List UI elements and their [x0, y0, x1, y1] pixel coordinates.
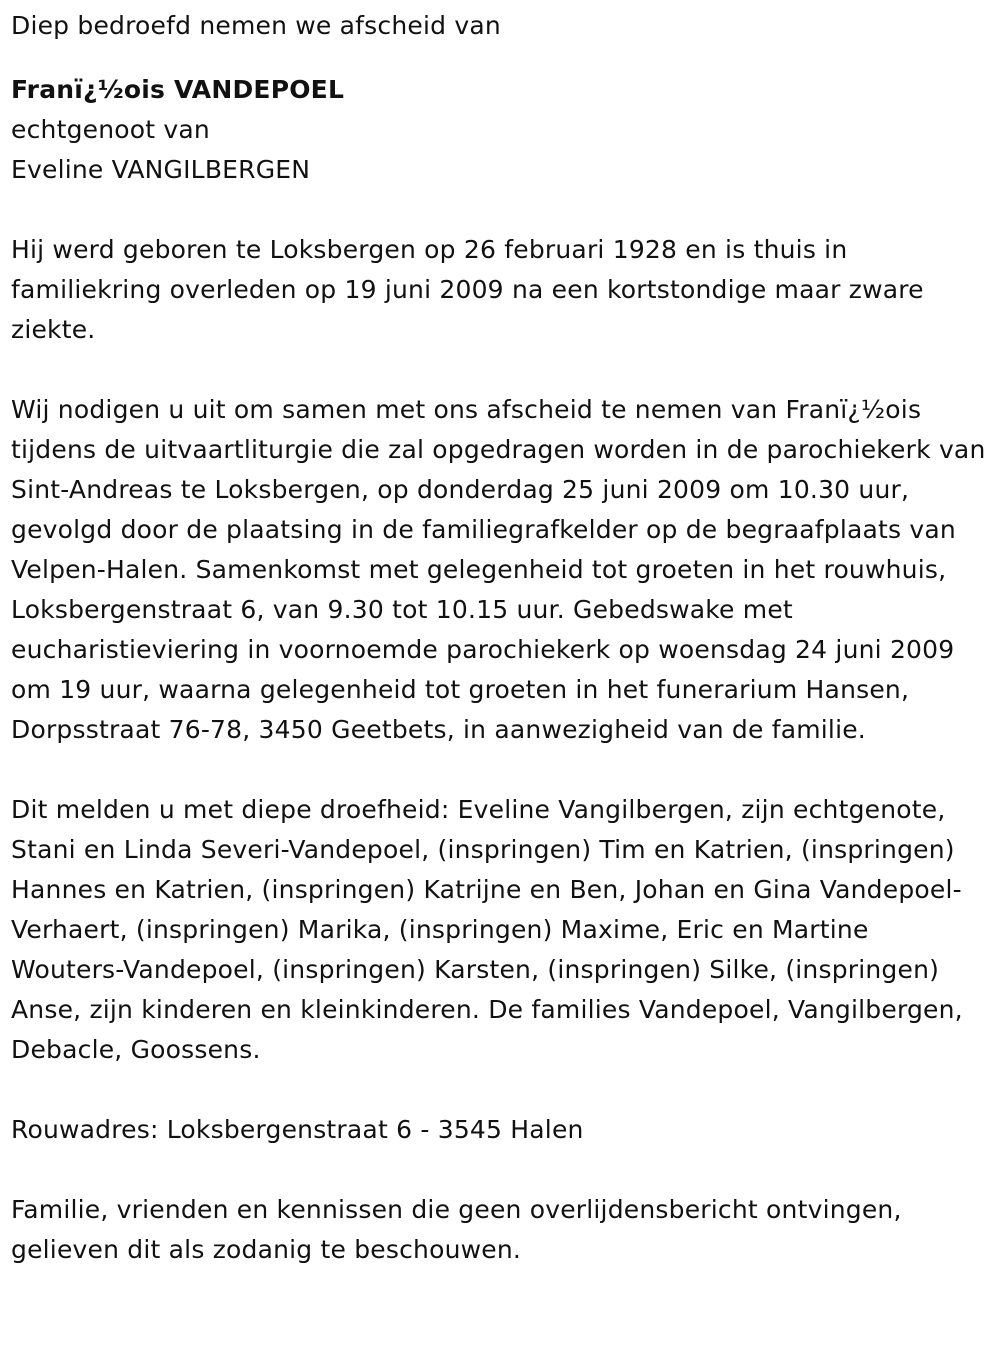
closing-paragraph: Familie, vrienden en kennissen die geen overlijdensbericht ontvingen, gelieven dit als zodanig te beschouwen.: [11, 1195, 910, 1264]
paragraph-spacer: [11, 190, 986, 230]
family-paragraph: Dit melden u met diepe droefheid: Eveline Vangilbergen, zijn echtgenote, Stani en Linda Severi-Vandepoel, (inspringen) Tim en Katrien, (inspringen) Hannes en Katrien, (inspringen) Katrijne en Ben, Johan en Gina Vandepoel-Verhaert, (inspringen) Marika, (inspringen) Maxime, Eric en Martine Wouters-Vandepoel, (inspringen) Karsten, (inspringen) Silke, (inspringen) Anse, zijn kinderen en kleinkinderen. De families Vandepoel, Vangilbergen, Debacle, Goossens.: [11, 795, 971, 1064]
spouse-relation: echtgenoot van: [11, 115, 210, 144]
invitation-paragraph: Wij nodigen u uit om samen met ons afscheid te nemen van Franï¿½ois tijdens de uitvaartliturgie die zal opgedragen worden in de parochiekerk van Sint-Andreas te Loksbergen, op donderdag 25 juni 2009 om 10.30 uur, gevolgd door de plaatsing in de familiegrafkelder op de begraafplaats van Velpen-Halen. Samenkomst met gelegenheid tot groeten in het rouwhuis, Loksbergenstraat 6, van 9.30 tot 10.15 uur. Gebedswake met eucharistieviering in voornoemde parochiekerk op woensdag 24 juni 2009 om 19 uur, waarna gelegenheid tot groeten in het funerarium Hansen, Dorpsstraat 76-78, 3450 Geetbets, in aanwezigheid van de familie.: [11, 395, 994, 744]
paragraph-spacer: [11, 1070, 986, 1110]
spouse-name: Eveline VANGILBERGEN: [11, 155, 311, 184]
intro-text: Diep bedroefd nemen we afscheid van: [11, 11, 501, 40]
deceased-name: Franï¿½ois VANDEPOEL: [11, 75, 345, 104]
birth-death-paragraph: Hij werd geboren te Loksbergen op 26 februari 1928 en is thuis in familiekring overleden op 19 juni 2009 na een kortstondige maar zware ziekte.: [11, 235, 932, 344]
paragraph-spacer: [11, 1150, 986, 1190]
address-paragraph: Rouwadres: Loksbergenstraat 6 - 3545 Halen: [11, 1115, 584, 1144]
paragraph-spacer: [11, 750, 986, 790]
paragraph-spacer: [11, 350, 986, 390]
